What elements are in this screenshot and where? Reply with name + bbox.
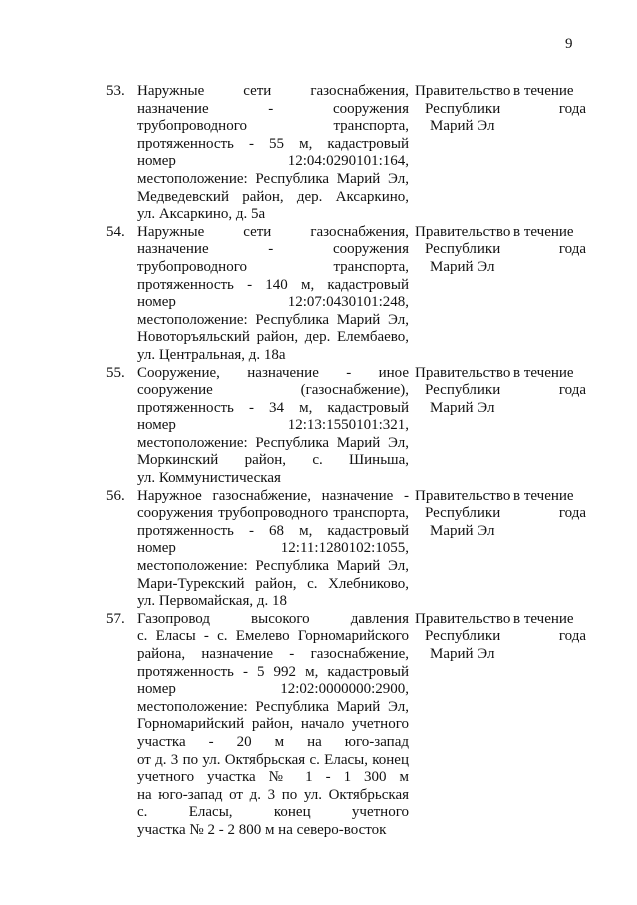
responsible-line: Правительство	[415, 364, 511, 381]
responsible-line: Марий Эл	[430, 399, 495, 416]
table-row	[106, 488, 586, 611]
description-line: Горномарийский район, начало учетного	[137, 716, 409, 733]
description-line: местоположение: Республика Марий Эл,	[137, 558, 409, 575]
entry-deadline	[513, 611, 586, 840]
page-number: 9	[565, 36, 573, 52]
description-line: протяженность - 34 м, кадастровый	[137, 399, 409, 416]
description-line: номер 12:11:1280102:1055,	[137, 540, 409, 557]
responsible-line: Республики	[425, 100, 501, 117]
description-line: участка № 2 - 2 800 м на северо-восток	[137, 821, 387, 838]
entries-table	[106, 83, 586, 840]
description-line: ул. Первомайская, д. 18	[137, 593, 287, 610]
entry-responsible	[409, 224, 513, 365]
description-line: Наружные сети газоснабжения,	[137, 223, 409, 240]
description-line: учетного участка № 1 - 1 300 м	[137, 769, 409, 786]
entry-description	[137, 83, 409, 224]
responsible-line: Республики	[425, 505, 501, 522]
responsible-line: Правительство	[415, 610, 511, 627]
description-line: назначение - сооружения	[137, 241, 409, 258]
responsible-line: Марий Эл	[430, 258, 495, 275]
description-line: сооружение (газоснабжение),	[137, 382, 409, 399]
entry-description	[137, 611, 409, 840]
description-line: ул. Центральная, д. 18а	[137, 346, 286, 363]
entry-deadline	[513, 365, 586, 488]
description-line: трубопроводного транспорта,	[137, 118, 409, 135]
deadline-line: в течение	[513, 610, 574, 627]
description-line: трубопроводного транспорта,	[137, 258, 409, 275]
responsible-line: Правительство	[415, 487, 511, 504]
entry-deadline	[513, 488, 586, 611]
description-line: ул. Коммунистическая	[137, 470, 281, 487]
responsible-line: Марий Эл	[430, 118, 495, 135]
description-line: Наружные сети газоснабжения,	[137, 83, 409, 99]
description-line: Сооружение, назначение - иное	[137, 364, 409, 381]
deadline-line: в течение	[513, 83, 574, 99]
description-line: с. Еласы, конец учетного	[137, 804, 409, 821]
table-row	[106, 611, 586, 840]
entry-responsible	[409, 611, 513, 840]
description-line: Моркинский район, с. Шиньша,	[137, 452, 409, 469]
table-row	[106, 365, 586, 488]
description-line: номер 12:13:1550101:321,	[137, 417, 409, 434]
entry-deadline	[513, 224, 586, 365]
description-line: района, назначение - газоснабжение,	[137, 646, 409, 662]
responsible-line: Республики	[425, 628, 501, 645]
responsible-line: Марий Эл	[430, 646, 495, 662]
table-row	[106, 224, 586, 365]
deadline-line: в течение	[513, 487, 574, 504]
deadline-line: года	[558, 241, 586, 258]
deadline-line: года	[558, 505, 586, 522]
entry-responsible	[409, 83, 513, 224]
entry-number: 56.	[106, 487, 125, 504]
responsible-line: Правительство	[415, 223, 511, 240]
description-line: протяженность - 55 м, кадастровый	[137, 135, 409, 152]
responsible-line: Республики	[425, 382, 501, 399]
table-row	[106, 83, 586, 224]
entry-responsible	[409, 365, 513, 488]
description-line: на юго-запад от д. 3 по ул. Октябрьская	[137, 786, 409, 803]
entry-number: 53.	[106, 83, 125, 99]
description-line: с. Еласы - с. Емелево Горномарийского	[137, 628, 409, 645]
description-line: номер 12:02:0000000:2900,	[137, 681, 409, 698]
entry-number: 57.	[106, 610, 125, 627]
description-line: Газопровод высокого давления	[137, 610, 409, 627]
description-line: протяженность - 68 м, кадастровый	[137, 522, 409, 539]
description-line: назначение - сооружения	[137, 100, 409, 117]
description-line: от д. 3 по ул. Октябрьская с. Еласы, конец	[137, 751, 409, 768]
description-line: местоположение: Республика Марий Эл,	[137, 170, 409, 187]
description-line: местоположение: Республика Марий Эл,	[137, 698, 409, 715]
deadline-line: в течение	[513, 364, 574, 381]
description-line: Медведевский район, дер. Аксаркино,	[137, 188, 409, 205]
description-line: протяженность - 5 992 м, кадастровый	[137, 663, 409, 680]
description-line: Наружное газоснабжение, назначение -	[137, 487, 409, 504]
description-line: участка - 20 м на юго-запад	[137, 733, 409, 750]
description-line: местоположение: Республика Марий Эл,	[137, 434, 409, 451]
entry-responsible	[409, 488, 513, 611]
entry-deadline	[513, 83, 586, 224]
responsible-line: Марий Эл	[430, 522, 495, 539]
deadline-line: в течение	[513, 223, 574, 240]
entry-number: 55.	[106, 364, 125, 381]
entry-number: 54.	[106, 223, 125, 240]
description-line: Мари-Турекский район, с. Хлебниково,	[137, 575, 409, 592]
description-line: местоположение: Республика Марий Эл,	[137, 311, 409, 328]
description-line: Новоторъяльский район, дер. Елембаево,	[137, 329, 409, 346]
responsible-line: Правительство	[415, 83, 511, 99]
deadline-line: года	[558, 382, 586, 399]
description-line: ул. Аксаркино, д. 5а	[137, 206, 266, 223]
description-line: номер 12:04:0290101:164,	[137, 153, 409, 170]
description-line: протяженность - 140 м, кадастровый	[137, 276, 409, 293]
entry-description	[137, 224, 409, 365]
responsible-line: Республики	[425, 241, 501, 258]
entry-description	[137, 365, 409, 488]
description-line: номер 12:07:0430101:248,	[137, 294, 409, 311]
entry-description	[137, 488, 409, 611]
description-line: сооружения трубопроводного транспорта,	[137, 505, 409, 522]
deadline-line: года	[558, 100, 586, 117]
deadline-line: года	[558, 628, 586, 645]
